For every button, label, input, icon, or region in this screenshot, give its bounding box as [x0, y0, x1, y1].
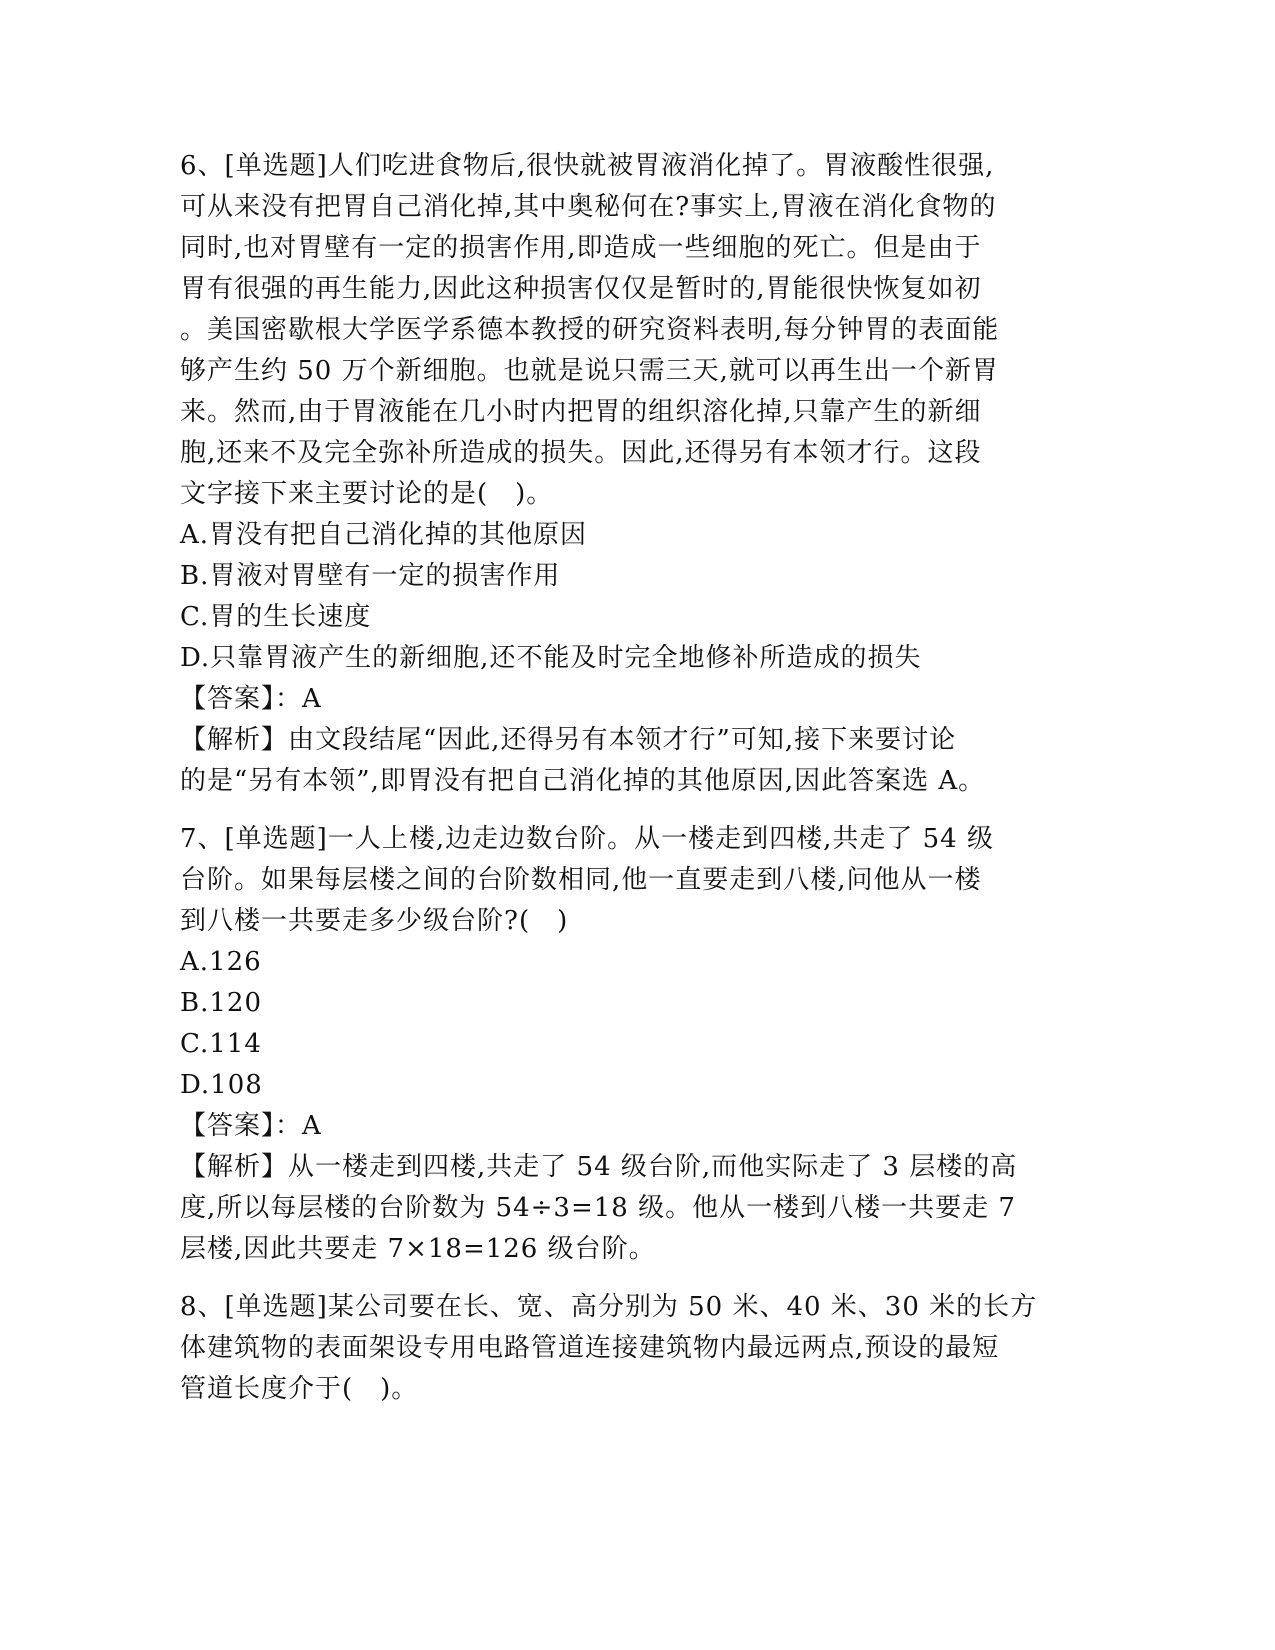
- analysis: [180, 1147, 1040, 1270]
- analysis-line: 的是“另有本领”,即胃没有把自己消化掉的其他原因,因此答案选 A。: [180, 766, 986, 796]
- option-d: D.108: [180, 1070, 263, 1100]
- option-a: A.126: [180, 947, 262, 977]
- stem-line: 够产生约 50 万个新细胞。也就是说只需三天,就可以再生出一个新胃: [180, 356, 999, 386]
- analysis: [180, 720, 1040, 802]
- stem-line: 同时,也对胃壁有一定的损害作用,即造成一些细胞的死亡。但是由于: [180, 233, 982, 263]
- option-a: A.胃没有把自己消化掉的其他原因: [180, 520, 588, 550]
- stem-line: 。美国密歇根大学医学系德本教授的研究资料表明,每分钟胃的表面能: [180, 315, 1000, 345]
- analysis-line: 层楼,因此共要走 7×18=126 级台阶。: [180, 1234, 656, 1264]
- analysis-line: 度,所以每层楼的台阶数为 54÷3=18 级。他从一楼到八楼一共要走 7: [180, 1193, 1016, 1223]
- question-8: [180, 1287, 1040, 1410]
- stem-line: 胃有很强的再生能力,因此这种损害仅仅是暂时的,胃能很快恢复如初: [180, 274, 982, 304]
- option-list: [180, 515, 1040, 679]
- answer: 【答案】：A: [180, 1111, 322, 1141]
- stem-line: 管道长度介于( )。: [180, 1374, 419, 1404]
- option-list: [180, 942, 1040, 1106]
- stem-line: 胞,还来不及完全弥补所造成的损失。因此,还得另有本领才行。这段: [180, 438, 982, 468]
- stem-line: 8、[单选题]某公司要在长、宽、高分别为 50 米、40 米、30 米的长方: [180, 1292, 1038, 1322]
- stem-line: 到八楼一共要走多少级台阶?( ): [180, 906, 569, 936]
- question-stem: [180, 1287, 1040, 1410]
- stem-line: 7、[单选题]一人上楼,边走边数台阶。从一楼走到四楼,共走了 54 级: [180, 824, 994, 854]
- analysis-line: 【解析】从一楼走到四楼,共走了 54 级台阶,而他实际走了 3 层楼的高: [180, 1152, 1018, 1182]
- option-c: C.胃的生长速度: [180, 602, 372, 632]
- option-b: B.120: [180, 988, 262, 1018]
- answer: 【答案】：A: [180, 684, 322, 714]
- stem-line: 台阶。如果每层楼之间的台阶数相同,他一直要走到八楼,问他从一楼: [180, 865, 982, 895]
- option-b: B.胃液对胃壁有一定的损害作用: [180, 561, 561, 591]
- question-7: [180, 819, 1040, 1270]
- option-d: D.只靠胃液产生的新细胞,还不能及时完全地修补所造成的损失: [180, 643, 922, 673]
- option-c: C.114: [180, 1029, 262, 1059]
- stem-line: 可从来没有把胃自己消化掉,其中奥秘何在?事实上,胃液在消化食物的: [180, 192, 997, 222]
- stem-line: 体建筑物的表面架设专用电路管道连接建筑物内最远两点,预设的最短: [180, 1333, 1000, 1363]
- stem-line: 6、[单选题]人们吃进食物后,很快就被胃液消化掉了。胃液酸性很强,: [180, 151, 995, 181]
- question-stem: [180, 819, 1040, 942]
- question-stem: [180, 146, 1040, 515]
- question-6: [180, 146, 1040, 802]
- analysis-line: 【解析】由文段结尾“因此,还得另有本领才行”可知,接下来要讨论: [180, 725, 957, 755]
- stem-line: 文字接下来主要讨论的是( )。: [180, 479, 554, 509]
- document-page: [180, 146, 1040, 1410]
- stem-line: 来。然而,由于胃液能在几小时内把胃的组织溶化掉,只靠产生的新细: [180, 397, 982, 427]
